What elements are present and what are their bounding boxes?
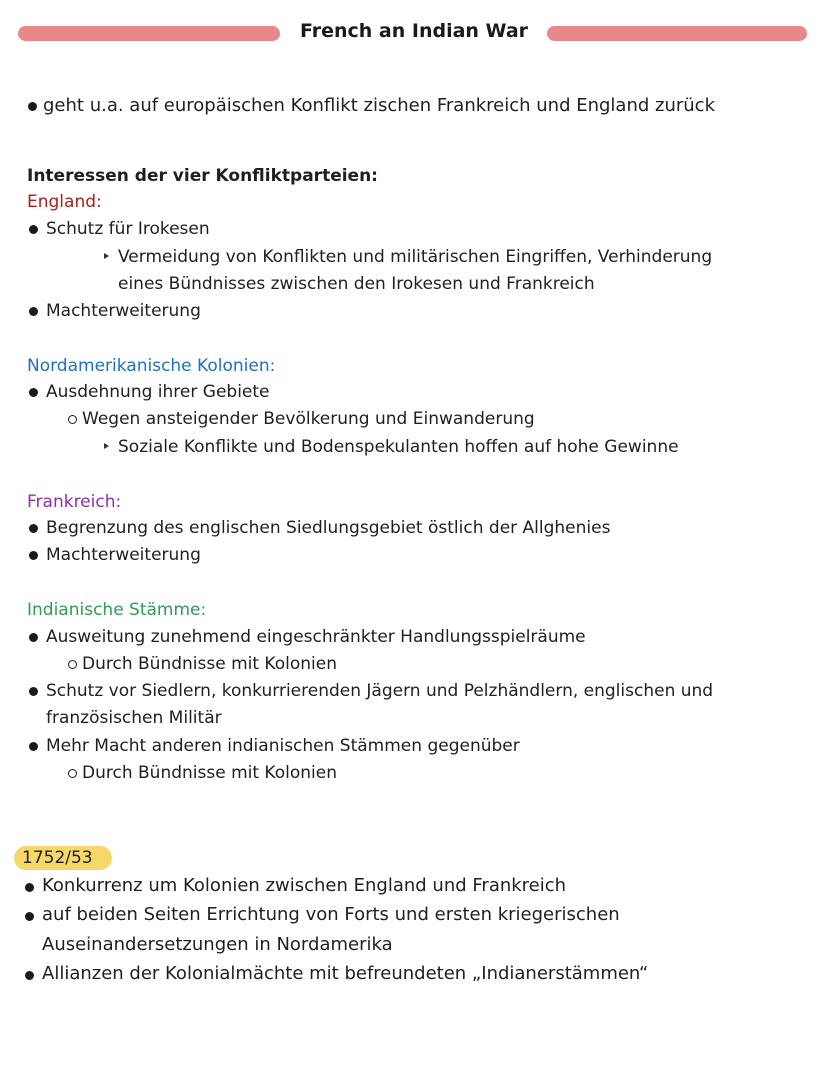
- title-decoration-right: [547, 26, 807, 41]
- england-sub-line-2: eines Bündnisses zwischen den Irokesen und Frankreich: [118, 274, 595, 294]
- year-label: 1752/53: [22, 848, 93, 868]
- indianer-sub-3: Durch Bündnisse mit Kolonien: [82, 763, 337, 783]
- bullet-icon: [25, 883, 34, 892]
- england-bullet-1: Schutz für Irokesen: [46, 219, 210, 239]
- bullet-icon: [29, 524, 38, 533]
- indianer-bullet-1: Ausweitung zunehmend eingeschränkter Handlungsspielräume: [46, 627, 586, 647]
- kolonien-bullet-1: Ausdehnung ihrer Gebiete: [46, 382, 270, 402]
- page-title: French an Indian War: [299, 20, 529, 42]
- title-bar: [0, 18, 828, 50]
- bullet-icon: [25, 912, 34, 921]
- bullet-icon: [29, 388, 38, 397]
- indianer-bullet-2-line-2: französischen Militär: [46, 708, 222, 728]
- section-heading-kolonien: Nordamerikanische Kolonien:: [27, 356, 276, 376]
- circle-bullet-icon: [68, 769, 77, 778]
- title-decoration-left: [18, 26, 280, 41]
- section-heading-frankreich: Frankreich:: [27, 492, 122, 512]
- bullet-icon: [25, 971, 34, 980]
- arrow-bullet-icon: [104, 443, 109, 449]
- year-bullet-3: Allianzen der Kolonialmächte mit befreundeten „Indianerstämmen“: [42, 963, 649, 984]
- indianer-bullet-3: Mehr Macht anderen indianischen Stämmen gegenüber: [46, 736, 520, 756]
- indianer-bullet-2-line-1: Schutz vor Siedlern, konkurrierenden Jägern und Pelzhändlern, englischen und: [46, 681, 714, 701]
- bullet-icon: [29, 551, 38, 560]
- intro-text: geht u.a. auf europäischen Konflikt zischen Frankreich und England zurück: [43, 95, 715, 116]
- year-bullet-2-line-1: auf beiden Seiten Errichtung von Forts und ersten kriegerischen: [42, 904, 620, 925]
- england-sub-line-1: Vermeidung von Konflikten und militärischen Eingriffen, Verhinderung: [118, 247, 713, 267]
- year-bullet-2-line-2: Auseinandersetzungen in Nordamerika: [42, 934, 393, 955]
- circle-bullet-icon: [68, 415, 77, 424]
- section-heading-indianer: Indianische Stämme:: [27, 600, 207, 620]
- frankreich-bullet-2: Machterweiterung: [46, 545, 201, 565]
- interests-heading: Interessen der vier Konfliktparteien:: [27, 166, 378, 186]
- bullet-icon: [29, 687, 38, 696]
- kolonien-sub: Wegen ansteigender Bevölkerung und Einwanderung: [82, 409, 535, 429]
- year-bullet-1: Konkurrenz um Kolonien zwischen England und Frankreich: [42, 875, 567, 896]
- indianer-sub-1: Durch Bündnisse mit Kolonien: [82, 654, 337, 674]
- england-bullet-2: Machterweiterung: [46, 301, 201, 321]
- section-heading-england: England:: [27, 192, 102, 212]
- frankreich-bullet-1: Begrenzung des englischen Siedlungsgebiet östlich der Allghenies: [46, 518, 611, 538]
- bullet-icon: [29, 307, 38, 316]
- circle-bullet-icon: [68, 660, 77, 669]
- bullet-icon: [29, 633, 38, 642]
- bullet-icon: [29, 742, 38, 751]
- bullet-icon: [28, 102, 37, 111]
- arrow-bullet-icon: [104, 253, 109, 259]
- bullet-icon: [29, 225, 38, 234]
- kolonien-subsub: Soziale Konflikte und Bodenspekulanten hoffen auf hohe Gewinne: [118, 437, 679, 457]
